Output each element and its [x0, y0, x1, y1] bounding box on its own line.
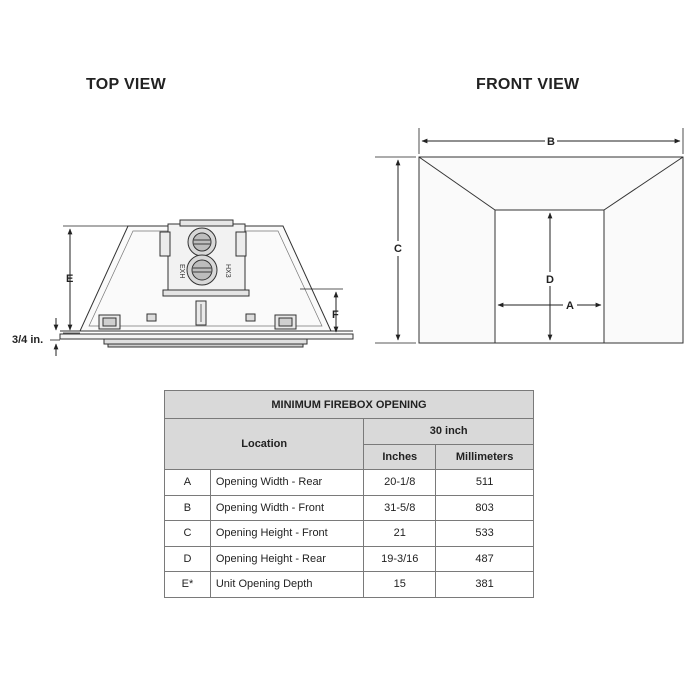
- row-location: Opening Width - Front: [210, 495, 364, 521]
- row-mm: 533: [436, 521, 534, 547]
- row-inches: 15: [364, 572, 436, 598]
- front-view-title: FRONT VIEW: [476, 76, 580, 93]
- inches-header: Inches: [364, 444, 436, 470]
- row-key: C: [165, 521, 211, 547]
- size-header: 30 inch: [364, 419, 534, 445]
- row-key: E*: [165, 572, 211, 598]
- row-inches: 20-1/8: [364, 470, 436, 496]
- row-location: Opening Width - Rear: [210, 470, 364, 496]
- hx3-port-label: HX3: [224, 264, 231, 278]
- table-row: [165, 546, 534, 572]
- top-view-title: TOP VIEW: [86, 76, 167, 93]
- row-location: Unit Opening Depth: [210, 572, 364, 598]
- row-key: B: [165, 495, 211, 521]
- firebox-opening-table: [164, 390, 534, 598]
- table-row: [165, 572, 534, 598]
- table-row: [165, 495, 534, 521]
- dimension-a-label: A: [566, 300, 574, 312]
- dimension-offset-label: 3/4 in.: [12, 334, 44, 346]
- dimension-d-label: D: [546, 274, 554, 286]
- row-mm: 381: [436, 572, 534, 598]
- dimension-c-label: C: [394, 243, 402, 255]
- row-key: A: [165, 470, 211, 496]
- top-view-drawing: [60, 220, 353, 347]
- table-row: [165, 470, 534, 496]
- row-mm: 803: [436, 495, 534, 521]
- dimension-e-label: E: [66, 273, 74, 285]
- row-inches: 31-5/8: [364, 495, 436, 521]
- location-header: Location: [165, 419, 364, 470]
- mm-header: Millimeters: [436, 444, 534, 470]
- dimension-b-label: B: [547, 136, 555, 148]
- front-flange: [60, 334, 353, 339]
- dimension-f-label: F: [332, 309, 339, 321]
- table-title: MINIMUM FIREBOX OPENING: [165, 391, 534, 419]
- row-location: Opening Height - Rear: [210, 546, 364, 572]
- exh-port-label: EXH: [178, 264, 185, 279]
- row-mm: 511: [436, 470, 534, 496]
- row-inches: 21: [364, 521, 436, 547]
- row-inches: 19-3/16: [364, 546, 436, 572]
- front-view-drawing: [419, 157, 683, 343]
- row-key: D: [165, 546, 211, 572]
- row-mm: 487: [436, 546, 534, 572]
- dimension-offset: [50, 318, 60, 356]
- row-location: Opening Height - Front: [210, 521, 364, 547]
- table-row: [165, 521, 534, 547]
